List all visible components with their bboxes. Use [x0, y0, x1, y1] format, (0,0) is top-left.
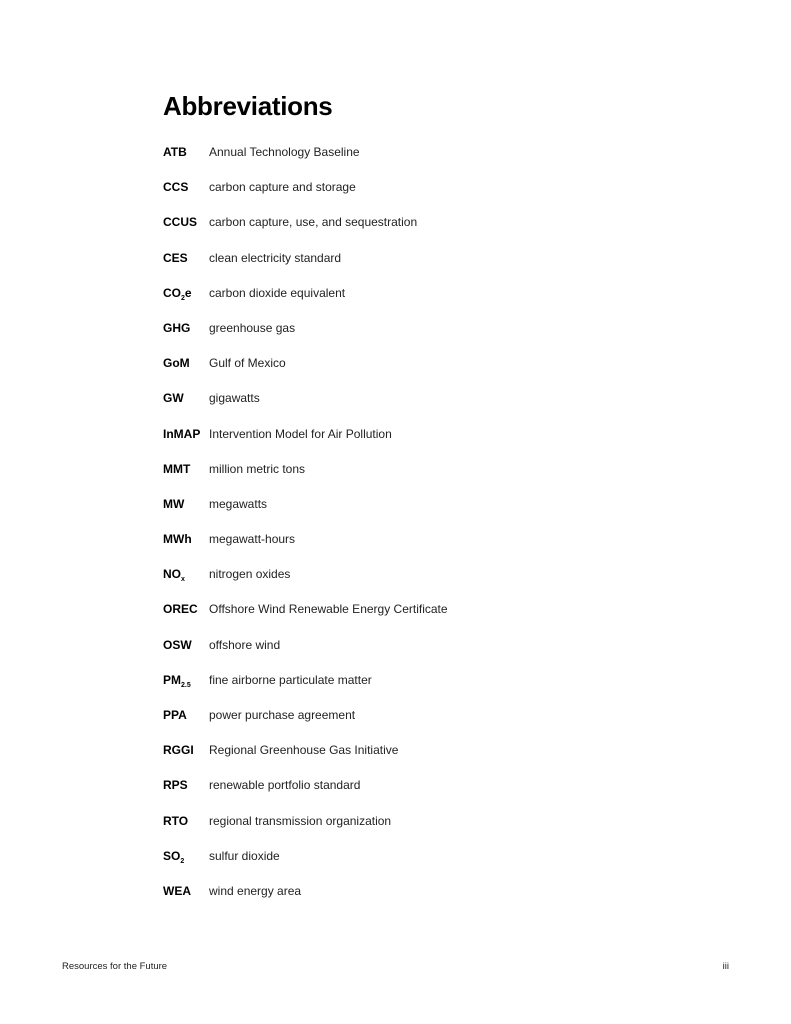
abbreviation-term: $CO_2e$: [163, 285, 192, 302]
abbreviation-row: [163, 811, 663, 846]
footer-page-number: iii: [722, 961, 729, 972]
abbreviation-term: ATB: [163, 145, 187, 159]
abbreviation-term: OREC: [163, 602, 198, 617]
abbreviation-definition: carbon capture, use, and sequestration: [209, 215, 418, 230]
abbreviation-definition: greenhouse gas: [209, 320, 296, 335]
abbreviation-definition: sulfur dioxide: [209, 848, 280, 863]
abbreviation-term: GoM: [163, 356, 190, 371]
abbreviation-row: [163, 494, 663, 529]
abbreviation-row: [163, 705, 663, 740]
abbreviation-definition: gigawatts: [209, 391, 260, 406]
abbreviation-definition: Gulf of Mexico: [209, 356, 286, 371]
abbreviation-row: [163, 599, 663, 634]
abbreviation-row: [163, 670, 663, 705]
abbreviation-row: [163, 846, 663, 881]
abbreviation-row: [163, 388, 663, 423]
abbreviation-row: [163, 212, 663, 247]
abbreviation-definition: fine airborne particulate matter: [209, 672, 372, 687]
abbreviation-row: [163, 318, 663, 353]
abbreviation-definition: Annual Technology Baseline: [209, 145, 360, 159]
abbreviation-definition: carbon capture and storage: [209, 180, 356, 195]
abbreviation-term: $PM_{2.5}$: [163, 672, 191, 689]
abbreviation-term: OSW: [163, 637, 192, 652]
abbreviation-definition: million metric tons: [209, 461, 306, 476]
abbreviation-term: GHG: [163, 320, 191, 335]
abbreviation-term: RPS: [163, 778, 188, 793]
abbreviation-definition: carbon dioxide equivalent: [209, 285, 346, 300]
abbreviation-term: PPA: [163, 708, 187, 722]
abbreviation-row: [163, 142, 663, 177]
abbreviation-term: CES: [163, 250, 188, 265]
abbreviation-row: [163, 283, 663, 318]
abbreviation-definition: power purchase agreement: [209, 708, 356, 722]
abbreviation-row: [163, 881, 663, 916]
abbreviation-row: [163, 248, 663, 283]
abbreviation-definition: megawatts: [209, 496, 268, 511]
abbreviation-row: [163, 740, 663, 775]
abbreviation-term: InMAP: [163, 426, 201, 441]
abbreviation-definition: Regional Greenhouse Gas Initiative: [209, 743, 399, 758]
abbreviation-term: WEA: [163, 883, 191, 898]
abbreviation-term: RTO: [163, 813, 189, 828]
abbreviation-term: MW: [163, 496, 185, 511]
abbreviation-definition: wind energy area: [209, 883, 302, 898]
abbreviation-definition: megawatt-hours: [209, 532, 296, 547]
abbreviation-term: RGGI: [163, 743, 194, 758]
abbreviation-term: MMT: [163, 461, 191, 476]
abbreviation-definition: regional transmission organization: [209, 813, 392, 828]
abbreviation-term: GW: [163, 391, 184, 406]
abbreviation-row: [163, 353, 663, 388]
abbreviation-term: $NO_x$: [163, 567, 185, 584]
page-title: Abbreviations: [163, 91, 333, 121]
abbreviation-row: [163, 177, 663, 212]
abbreviation-list: [163, 142, 663, 916]
abbreviation-term: MWh: [163, 532, 192, 547]
abbreviation-row: [163, 635, 663, 670]
abbreviation-term: $SO_2$: [163, 848, 185, 865]
abbreviation-term: CCS: [163, 180, 189, 195]
abbreviation-row: [163, 775, 663, 810]
abbreviation-row: [163, 564, 663, 599]
abbreviation-definition: renewable portfolio standard: [209, 778, 361, 793]
abbreviation-row: [163, 529, 663, 564]
abbreviation-definition: offshore wind: [209, 637, 281, 652]
abbreviation-definition: clean electricity standard: [209, 250, 342, 265]
abbreviation-definition: Intervention Model for Air Pollution: [209, 426, 392, 441]
abbreviation-definition: Offshore Wind Renewable Energy Certificate: [209, 602, 448, 617]
abbreviation-row: [163, 424, 663, 459]
footer-publisher: Resources for the Future: [62, 961, 168, 972]
abbreviation-row: [163, 459, 663, 494]
abbreviation-term: CCUS: [163, 215, 198, 230]
abbreviation-definition: nitrogen oxides: [209, 567, 291, 582]
